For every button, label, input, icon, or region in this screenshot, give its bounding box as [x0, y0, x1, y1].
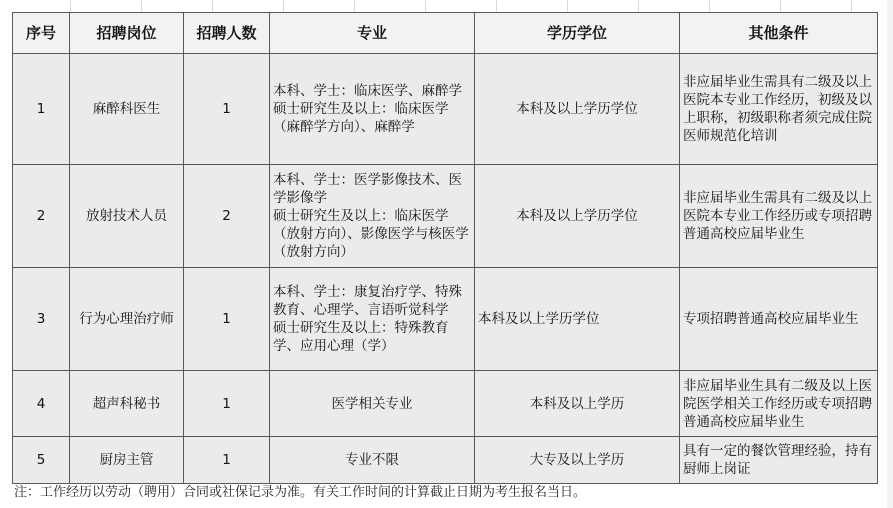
- cell-count[interactable]: 2: [184, 165, 270, 268]
- header-major[interactable]: 专业: [270, 13, 475, 54]
- cell-degree[interactable]: 本科及以上学历: [475, 371, 680, 437]
- header-position[interactable]: 招聘岗位: [70, 13, 184, 54]
- header-other[interactable]: 其他条件: [680, 13, 878, 54]
- sheet-edge: [887, 0, 893, 508]
- recruitment-table: [12, 12, 878, 484]
- header-degree[interactable]: 学历学位: [475, 13, 680, 54]
- header-no[interactable]: 序号: [13, 13, 70, 54]
- cell-count[interactable]: 1: [184, 371, 270, 437]
- footnote: 注：工作经历以劳动（聘用）合同或社保记录为准。有关工作时间的计算截止日期为考生报名当日。: [14, 485, 587, 500]
- cell-degree[interactable]: 本科及以上学历学位: [475, 54, 680, 165]
- table-row: [13, 268, 878, 371]
- table-row: [13, 371, 878, 437]
- cell-major[interactable]: 专业不限: [270, 437, 475, 484]
- cell-other[interactable]: 非应届毕业生需具有二级及以上医院本专业工作经历或专项招聘普通高校应届毕业生: [680, 165, 878, 268]
- cell-no[interactable]: 2: [13, 165, 70, 268]
- cell-other[interactable]: 非应届毕业生具有二级及以上医院医学相关工作经历或专项招聘普通高校应届毕业生: [680, 371, 878, 437]
- cell-count[interactable]: 1: [184, 54, 270, 165]
- cell-other[interactable]: 具有一定的餐饮管理经验，持有厨师上岗证: [680, 437, 878, 484]
- cell-position[interactable]: 放射技术人员: [70, 165, 184, 268]
- header-row: [13, 13, 878, 54]
- table-row: [13, 54, 878, 165]
- cell-position[interactable]: 超声科秘书: [70, 371, 184, 437]
- table-row: [13, 437, 878, 484]
- cell-no[interactable]: 1: [13, 54, 70, 165]
- header-count[interactable]: 招聘人数: [184, 13, 270, 54]
- cell-count[interactable]: 1: [184, 437, 270, 484]
- cell-major[interactable]: 医学相关专业: [270, 371, 475, 437]
- cell-position[interactable]: 厨房主管: [70, 437, 184, 484]
- cell-degree[interactable]: 本科及以上学历学位: [475, 268, 680, 371]
- cell-degree[interactable]: 大专及以上学历: [475, 437, 680, 484]
- cell-degree[interactable]: 本科及以上学历学位: [475, 165, 680, 268]
- cell-other[interactable]: 非应届毕业生需具有二级及以上医院本专业工作经历，初级及以上职称，初级职称者须完成住院医师规范化培训: [680, 54, 878, 165]
- table-row: [13, 165, 878, 268]
- cell-position[interactable]: 麻醉科医生: [70, 54, 184, 165]
- cell-position[interactable]: 行为心理治疗师: [70, 268, 184, 371]
- cell-count[interactable]: 1: [184, 268, 270, 371]
- cell-other[interactable]: 专项招聘普通高校应届毕业生: [680, 268, 878, 371]
- cell-no[interactable]: 3: [13, 268, 70, 371]
- sheet-gridlines: [0, 0, 893, 12]
- cell-major[interactable]: 本科、学士：医学影像技术、医学影像学 硕士研究生及以上：临床医学（放射方向）、影像医学与核医学（放射方向）: [270, 165, 475, 268]
- cell-no[interactable]: 4: [13, 371, 70, 437]
- cell-major[interactable]: 本科、学士：康复治疗学、特殊教育、心理学、言语听觉科学 硕士研究生及以上：特殊教育学、应用心理（学）: [270, 268, 475, 371]
- cell-no[interactable]: 5: [13, 437, 70, 484]
- cell-major[interactable]: 本科、学士：临床医学、麻醉学 硕士研究生及以上：临床医学（麻醉学方向）、麻醉学: [270, 54, 475, 165]
